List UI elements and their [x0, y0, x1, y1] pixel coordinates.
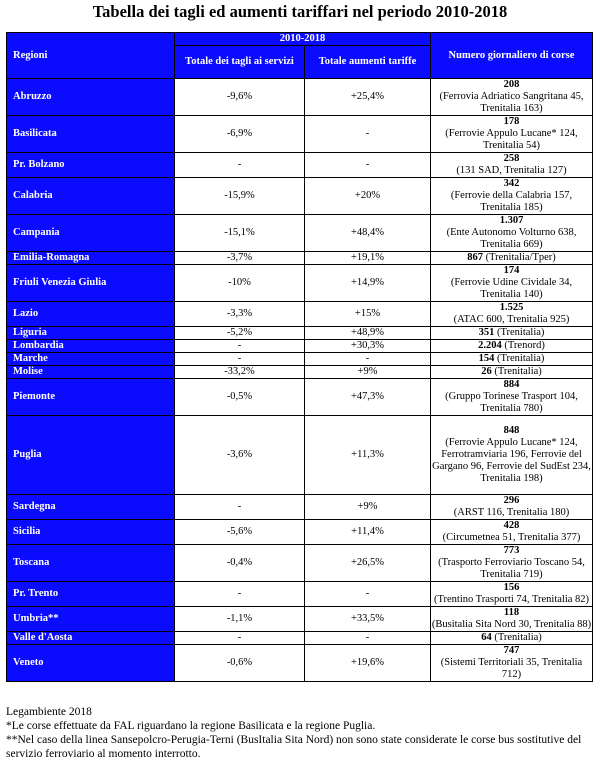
table-row: [7, 379, 593, 416]
table-row: [7, 178, 593, 215]
region-name: Emilia-Romagna: [7, 252, 175, 265]
corse-detail: (Trenitalia): [494, 632, 542, 643]
corse-cell: [431, 607, 593, 632]
corse-cell: [431, 545, 593, 582]
corse-cell: [431, 79, 593, 116]
corse-total: 428: [503, 520, 520, 531]
corse-total: 208: [503, 79, 520, 90]
tagli-value: -1,1%: [175, 607, 305, 632]
corse-total: 1.307: [499, 215, 524, 226]
table-row: [7, 353, 593, 366]
region-name: Umbria**: [7, 607, 175, 632]
table-row: [7, 607, 593, 632]
notes: [6, 705, 594, 761]
corse-cell: [431, 582, 593, 607]
header-period: 2010-2018: [175, 33, 431, 46]
corse-total: 773: [503, 545, 520, 556]
aumenti-value: +26,5%: [305, 545, 431, 582]
corse-detail: (ARST 116, Trenitalia 180): [453, 507, 570, 518]
tagli-value: -33,2%: [175, 366, 305, 379]
aumenti-value: -: [305, 582, 431, 607]
corse-cell: [431, 215, 593, 252]
table-row: [7, 302, 593, 327]
region-name: Toscana: [7, 545, 175, 582]
region-name: Lombardia: [7, 340, 175, 353]
tagli-value: -15,1%: [175, 215, 305, 252]
corse-total: 258: [503, 153, 520, 164]
aumenti-value: +9%: [305, 495, 431, 520]
tariff-table: [6, 32, 593, 682]
table-row: [7, 153, 593, 178]
table-row: [7, 265, 593, 302]
tagli-value: -5,6%: [175, 520, 305, 545]
tagli-value: -3,6%: [175, 416, 305, 495]
corse-detail: (ATAC 600, Trenitalia 925): [453, 314, 570, 325]
corse-detail: (Circumetnea 51, Trenitalia 377): [442, 532, 581, 543]
aumenti-value: +25,4%: [305, 79, 431, 116]
corse-detail: (Ferrovie della Calabria 157, Trenitalia 185): [450, 190, 573, 213]
region-name: Sicilia: [7, 520, 175, 545]
table-row: [7, 252, 593, 265]
aumenti-value: +30,3%: [305, 340, 431, 353]
corse-total: 884: [503, 379, 520, 390]
corse-cell: [431, 153, 593, 178]
aumenti-value: +33,5%: [305, 607, 431, 632]
aumenti-value: +19,1%: [305, 252, 431, 265]
table-row: [7, 582, 593, 607]
tagli-value: -0,5%: [175, 379, 305, 416]
corse-total: 178: [503, 116, 520, 127]
corse-detail: (Ferrovie Appulo Lucane* 124, Ferrotramviaria 196, Ferrovie del Gargano 96, Ferrovie del SudEst 234, Trenitalia 198): [432, 437, 591, 484]
corse-cell: [431, 416, 593, 495]
region-name: Abruzzo: [7, 79, 175, 116]
corse-detail: (131 SAD, Trenitalia 127): [456, 165, 567, 176]
tagli-value: -0,6%: [175, 645, 305, 682]
tagli-value: -9,6%: [175, 79, 305, 116]
aumenti-value: +20%: [305, 178, 431, 215]
corse-cell: [431, 520, 593, 545]
tagli-value: -: [175, 153, 305, 178]
tagli-value: -: [175, 353, 305, 366]
tagli-value: -: [175, 495, 305, 520]
region-name: Valle d'Aosta: [7, 632, 175, 645]
table-row: [7, 327, 593, 340]
corse-detail: (Gruppo Torinese Trasport 104, Trenitalia 780): [445, 391, 578, 414]
tagli-value: -3,7%: [175, 252, 305, 265]
aumenti-value: -: [305, 153, 431, 178]
region-name: Veneto: [7, 645, 175, 682]
aumenti-value: +14,9%: [305, 265, 431, 302]
corse-detail: (Sistemi Territoriali 35, Trenitalia 712): [440, 657, 583, 680]
aumenti-value: +9%: [305, 366, 431, 379]
header-aumenti: Totale aumenti tariffe: [305, 46, 431, 79]
region-name: Campania: [7, 215, 175, 252]
corse-total: 848: [503, 425, 520, 436]
table-row: [7, 215, 593, 252]
aumenti-value: +48,4%: [305, 215, 431, 252]
corse-total: 26: [481, 366, 492, 377]
table-row: [7, 545, 593, 582]
corse-detail: (Trenitalia/Tper): [485, 252, 556, 263]
corse-cell: [431, 327, 593, 340]
corse-total: 351: [478, 327, 495, 338]
tagli-value: -3,3%: [175, 302, 305, 327]
table-row: [7, 632, 593, 645]
table-row: [7, 495, 593, 520]
tagli-value: -15,9%: [175, 178, 305, 215]
aumenti-value: +11,3%: [305, 416, 431, 495]
aumenti-value: +19,6%: [305, 645, 431, 682]
corse-cell: [431, 178, 593, 215]
source-note: Legambiente 2018: [6, 706, 92, 718]
table-row: [7, 116, 593, 153]
corse-total: 342: [503, 178, 520, 189]
footnote-fal: *Le corse effettuate da FAL riguardano la regione Basilicata e la regione Puglia.: [6, 720, 376, 732]
tagli-value: -0,4%: [175, 545, 305, 582]
region-name: Pr. Trento: [7, 582, 175, 607]
region-name: Molise: [7, 366, 175, 379]
corse-detail: (Trenitalia): [494, 366, 542, 377]
page-title: Tabella dei tagli ed aumenti tariffari nel periodo 2010-2018: [92, 2, 508, 21]
header-regioni: Regioni: [7, 33, 175, 79]
tagli-value: -: [175, 582, 305, 607]
corse-detail: (Ferrovia Adriatico Sangritana 45, Trenitalia 163): [439, 91, 584, 114]
table-row: [7, 645, 593, 682]
header-corse: Numero giornaliero di corse: [431, 33, 593, 79]
table-row: [7, 416, 593, 495]
corse-total: 867: [467, 252, 483, 263]
corse-detail: (Trasporto Ferroviario Toscano 54, Trenitalia 719): [438, 557, 585, 580]
corse-cell: [431, 340, 593, 353]
tagli-value: -6,9%: [175, 116, 305, 153]
tagli-value: -10%: [175, 265, 305, 302]
corse-total: 174: [503, 265, 520, 276]
aumenti-value: -: [305, 632, 431, 645]
table-row: [7, 79, 593, 116]
corse-detail: (Busitalia Sita Nord 30, Trenitalia 88): [431, 619, 592, 630]
corse-cell: [431, 495, 593, 520]
tagli-value: -5,2%: [175, 327, 305, 340]
corse-cell: [431, 116, 593, 153]
region-name: Sardegna: [7, 495, 175, 520]
corse-detail: (Trentino Trasporti 74, Trenitalia 82): [433, 594, 590, 605]
region-name: Basilicata: [7, 116, 175, 153]
aumenti-value: +47,3%: [305, 379, 431, 416]
corse-cell: [431, 366, 593, 379]
corse-detail: (Trenord): [504, 340, 545, 351]
corse-total: 156: [503, 582, 520, 593]
corse-cell: [431, 265, 593, 302]
corse-total: 1.525: [499, 302, 524, 313]
region-name: Piemonte: [7, 379, 175, 416]
corse-detail: (Ferrovie Udine Cividale 34, Trenitalia 140): [450, 277, 573, 300]
aumenti-value: -: [305, 116, 431, 153]
corse-detail: (Ente Autonomo Volturno 638, Trenitalia 669): [446, 227, 577, 250]
corse-cell: [431, 302, 593, 327]
corse-detail: (Ferrovie Appulo Lucane* 124, Trenitalia 54): [445, 128, 578, 151]
corse-detail: (Trenitalia): [496, 353, 545, 364]
corse-cell: [431, 632, 593, 645]
tagli-value: -: [175, 632, 305, 645]
tagli-value: -: [175, 340, 305, 353]
region-name: Liguria: [7, 327, 175, 340]
corse-detail: (Trenitalia): [496, 327, 545, 338]
table-row: [7, 366, 593, 379]
region-name: Calabria: [7, 178, 175, 215]
aumenti-value: +11,4%: [305, 520, 431, 545]
corse-total: 747: [503, 645, 520, 656]
table-row: [7, 520, 593, 545]
region-name: Friuli Venezia Giulia: [7, 265, 175, 302]
corse-total: 2.204: [478, 340, 502, 351]
region-name: Lazio: [7, 302, 175, 327]
aumenti-value: +15%: [305, 302, 431, 327]
corse-total: 296: [503, 495, 520, 506]
region-name: Puglia: [7, 416, 175, 495]
corse-total: 118: [503, 607, 520, 618]
corse-cell: [431, 645, 593, 682]
region-name: Marche: [7, 353, 175, 366]
aumenti-value: -: [305, 353, 431, 366]
table-row: [7, 340, 593, 353]
corse-cell: [431, 252, 593, 265]
footnote-busitalia: **Nel caso della linea Sansepolcro-Perugia-Terni (BusItalia Sita Nord) non sono state considerate le corse bus sostitutive del servizio ferroviario al momento interrotto.: [6, 734, 582, 760]
aumenti-value: +48,9%: [305, 327, 431, 340]
corse-total: 64: [481, 632, 492, 643]
region-name: Pr. Bolzano: [7, 153, 175, 178]
corse-cell: [431, 353, 593, 366]
header-tagli: Totale dei tagli ai servizi: [175, 46, 305, 79]
corse-cell: [431, 379, 593, 416]
corse-total: 154: [478, 353, 495, 364]
